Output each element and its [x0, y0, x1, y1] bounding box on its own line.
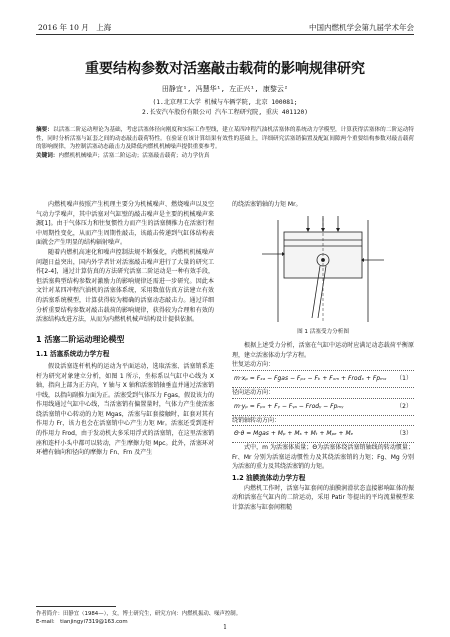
keywords-text: 内燃机机械噪声；活塞二阶运动；活塞敲击载荷；动力学仿真 — [58, 152, 210, 159]
abstract-text: 以活塞二阶运动理论为基础，考虑活塞体径向刚度和实际工作型线，建立某四冲程汽油机活塞体的系统动力学模型，计算获得活塞体的二阶运动特性，同时分析活塞与缸套之间的动态敲击载荷特性。在验证在该计算结果有效性的基础上，详细研究活塞销偏置及配缸间隙两个重要结构参数对敲击载荷的影响规律，为控制活塞动态敲击力及降低内燃机机械噪声提供重要参考。 — [36, 127, 414, 151]
equation-2 — [232, 398, 414, 416]
section-1-paragraph: 假设活塞连杆机构的运动为平面运动，选取活塞、活塞销系连杆为研究对象建立分析，如图 1 所示，坐标系以气缸中心线为 X 轴，指向上部为正方向，Y 轴与 X 轴和活塞销轴垂直并通过活塞销中线，以指向副推力面为正。活塞受到气体压力 Fgas，假设该力的作用线通过气缸中心线，当活塞销有偏置量时，气体力产生使活塞绕活塞销中心转动的力矩 Mgas，活塞与缸套接触时，缸套对其有作用力 Fr，该力也会在活塞销中心产生力矩 Mr。活塞还受到连杆的作用力 Frod，由于发动机大多采用浮式的活塞销，在这里活塞销座和连杆小头中都可以转动，产生摩擦力矩 Mpc。此外，活塞环对环槽有轴向和径向的摩擦力 Fn、Frn 及产生 — [36, 362, 214, 457]
intro-paragraph-1: 内燃机噪声按照产生机理主要分为机械噪声、燃烧噪声以及空气动力学噪声，其中活塞对气缸壁的敲击噪声是主要的机械噪声来源[1]。由于气体压力和往复惯性力而产生的活塞侧推力在活塞行程中周期性变化，从而产生周期性敲击，该敲击传递到气缸体结构表面就会产生明显的结构辐射噪声。 — [36, 201, 214, 247]
header-rule — [36, 34, 414, 35]
paper-title: 重要结构参数对活塞敲击载荷的影响规律研究 — [85, 61, 365, 77]
eq-lead-radial: 径向运动方向： — [232, 388, 275, 396]
equation-3-body: Θ·θ = Mgas + Mₚ + Mₛ + Mₜ + Mₚₑ + Mₑ — [234, 430, 354, 438]
footnote-rule — [36, 606, 116, 607]
equation-1 — [232, 370, 414, 388]
left-column — [36, 200, 214, 458]
affiliation-1: (1.北京理工大学 机械与车辆学院, 北京 100081; — [152, 99, 298, 106]
dynamics-intro-paragraph: 根据上述受力分析，活塞在气缸中运动时应满足动态载荷平衡原理，建立活塞体动力学方程。 — [232, 342, 414, 359]
right-column — [232, 200, 414, 512]
symbol-definitions-paragraph: 式中，m 为活塞体质量；Θ为活塞体绕活塞销轴线的转动惯量；Fr、Mr 分别为活塞运动惯性力及其绕活塞销的力矩；Fg、Mg 分别为活塞的重力及其绕活塞销的力矩。 — [232, 444, 414, 471]
right-lead-text: 的绕活塞销轴的力矩 Mr。 — [232, 201, 302, 208]
equation-2-body: m·yₚ = Fₚₓ + Fᵧ − Fᵧₐ − Frodᵧ − Fpₘᵧ — [234, 402, 344, 410]
equation-3 — [232, 425, 414, 443]
equation-1-number: （1） — [396, 375, 412, 383]
eq-lead-reciprocating: 往复运动方向： — [232, 361, 275, 369]
eq-lead-rotation: 绕销轴转动方向： — [232, 416, 281, 424]
running-header-right: 中国内燃机学会第九届学术年会 — [309, 23, 414, 32]
author-bio-footnote: 作者简介：田静宜（1984—），女，博士研究生，研究方向：内燃机振动、噪声控制。 — [36, 611, 242, 617]
lubrication-paragraph: 内燃机工作时，活塞与缸套间的油膜润滑状态直接影响缸体的振动和活塞在气缸内的二阶运动，采用 Patir 等提出的平均流量模型来计算活塞与缸套间粗糙 — [232, 484, 414, 511]
running-header-left: 2016 年 10 月 上海 — [38, 23, 112, 32]
intro-paragraph-2: 随着内燃机高速化和噪声控制法规不断强化，内燃机机械噪声问题日益突出，国内外学者针对活塞敲击噪声进行了大量的研究工作[2-4]，通过计算仿真的方法研究活塞二阶运动是一种有效手段，但活塞典型结构参数对激励力的影响规律还需进一步研究。因此本文针对某四冲程汽油机的活塞体系统，采用数值仿真方法建立有效的活塞系统模型，计算获得较为精确的活塞动态敲击力。通过详细分析重要结构参数对敲击载荷的影响规律，获得较为合理和有效的活塞结构改进方法，从而为内燃机机械声结构设计提供依据。 — [36, 248, 214, 324]
equation-2-number: （2） — [396, 402, 412, 410]
subsection-heading-1-1: 1.1 活塞系统动力学方程 — [36, 350, 110, 359]
author-list: 田静宜¹, 冯慧华¹, 左正兴¹, 康黎云² — [161, 85, 289, 93]
abstract-block — [36, 126, 414, 160]
section-heading-1: 1 活塞二阶运动理论模型 — [36, 334, 125, 344]
email-footnote: E-mail: tianjingyi7319@163.com — [36, 619, 128, 625]
keywords-label: 关键词： — [36, 152, 59, 159]
abstract-label: 摘要： — [36, 127, 53, 133]
subsection-heading-1-2: 1.2 油膜流体动力学方程 — [232, 473, 306, 482]
page-number: 1 — [223, 624, 227, 631]
piston-force-diagram — [232, 214, 414, 326]
equation-3-number: （3） — [396, 430, 412, 438]
equation-1-body: m·xₚ = Fₓₐ − Fgas − Fₚₓ − Fₖ + Fₓₘ + Frodₓ + Fpₘₓ — [234, 375, 387, 383]
figure-caption: 图 1 活塞受力分析图 — [297, 328, 349, 335]
affiliation-2: 2.长安汽车股份有限公司 汽车工程研究院, 重庆 401120) — [142, 109, 308, 116]
